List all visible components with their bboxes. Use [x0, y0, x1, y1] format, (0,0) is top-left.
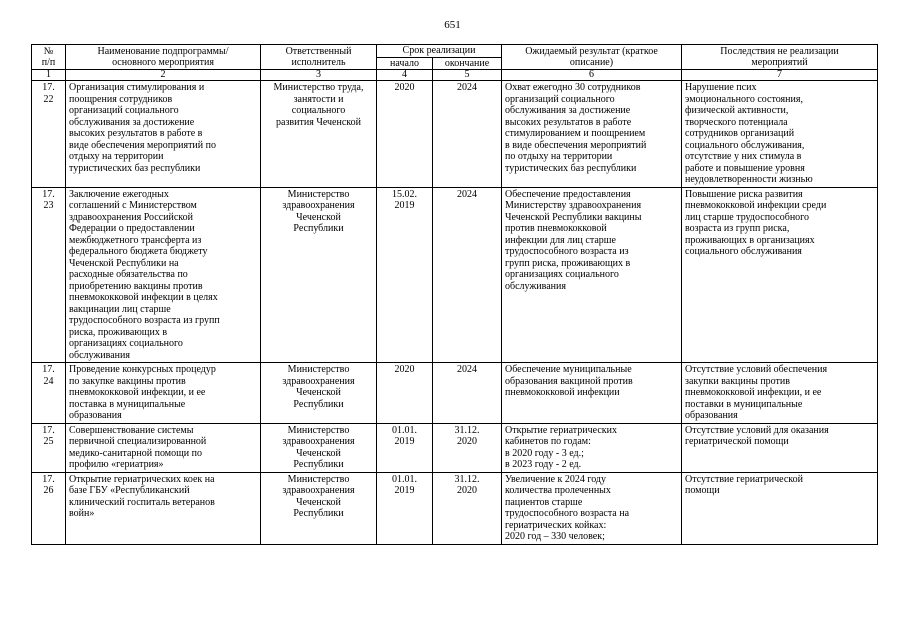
expected-result-line: Увеличение к 2024 году [505, 473, 607, 485]
expected-result-line: Обеспечение предоставления [505, 188, 631, 200]
executor-line: Министерство труда, [273, 82, 364, 93]
executor-line: развития Чеченской [276, 116, 361, 128]
measure-name-line: обслуживания за достижение [69, 116, 195, 128]
measure-name-line: базе ГБУ «Республиканский [69, 485, 190, 496]
expected-result-cell [502, 472, 682, 544]
executor-line: Чеченской [296, 496, 341, 508]
measure-name-line: поощрения сотрудников [69, 93, 173, 105]
row-number-cell [32, 363, 66, 424]
expected-result-line: трудоспособного возраста из [505, 246, 629, 257]
expected-result-cell [502, 363, 682, 424]
row-number-line: 17. [42, 364, 55, 375]
consequence-line: социального обслуживания, [685, 139, 805, 151]
expected-result-line: организациях социального [505, 269, 619, 280]
page-number: 651 [444, 19, 461, 31]
measure-name-line: войн» [69, 508, 95, 519]
header-executor: Ответственный исполнитель [261, 45, 377, 70]
consequence-line: отсутствие у них стимула в [685, 151, 802, 162]
measure-name-line: туристических баз республики [69, 162, 201, 174]
executor-line: социального [291, 105, 346, 116]
end-date-line: 31.12. [454, 473, 480, 485]
measure-name-line: Федерации о предоставлении [69, 223, 195, 234]
measure-name-line: Совершенствование системы [69, 424, 194, 436]
column-number: 1 [32, 70, 66, 81]
measure-name-line: федерального бюджета бюджету [69, 246, 208, 257]
measure-name-line: Открытие гериатрических коек на [69, 473, 215, 485]
consequence-line: творческого потенциала [685, 116, 788, 128]
table-row [32, 423, 878, 472]
measure-name-line: поставка в муниципальные [69, 398, 186, 410]
table-row [32, 363, 878, 424]
executor-line: Чеченской [296, 211, 341, 223]
start-date-line: 2019 [394, 436, 415, 447]
executor-line: Министерство [287, 424, 350, 436]
consequence-cell [682, 472, 878, 544]
consequence-line: физической активности, [685, 105, 789, 116]
measure-name-line: отдыху на территории [69, 151, 164, 162]
start-date-cell [377, 187, 433, 363]
expected-result-cell [502, 423, 682, 472]
measure-name-line: высоких результатов в работе в [69, 128, 203, 139]
executor-line: Министерство [287, 188, 350, 200]
measure-name-line: первичной специализированной [69, 436, 207, 447]
measure-name-cell [66, 423, 261, 472]
measure-name-line: трудоспособного возраста из групп [69, 315, 220, 326]
start-date-line: 2019 [394, 200, 415, 211]
executor-cell [261, 81, 377, 188]
measure-name-line: образования [69, 410, 122, 421]
expected-result-line: по отдыху на территории [505, 151, 613, 162]
end-date-cell [433, 187, 502, 363]
expected-result-line: обслуживания [505, 280, 566, 292]
expected-result-line: образования вакциной против [505, 375, 633, 387]
measure-name-line: вакцинации лиц старше [69, 303, 171, 315]
measure-name-line: Организация стимулирования и [69, 82, 205, 93]
expected-result-line: в виде обеспечения мероприятий [505, 139, 647, 151]
table-row [32, 187, 878, 363]
expected-result-cell [502, 187, 682, 363]
expected-result-line: организаций социального [505, 93, 615, 105]
row-number-cell [32, 81, 66, 188]
consequence-line: пневмококковой инфекции, и ее [685, 387, 822, 398]
measure-name-line: медико-санитарной помощи по [69, 447, 202, 459]
row-number-line: 23 [43, 200, 54, 211]
column-number: 7 [682, 70, 878, 81]
expected-result-line: туристических баз республики [505, 162, 637, 174]
end-date-cell [433, 363, 502, 424]
executor-line: занятости и [293, 93, 344, 105]
expected-result-line: пневмококковой инфекции [505, 387, 620, 398]
consequence-line: эмоционального состояния, [685, 93, 803, 105]
consequence-cell [682, 187, 878, 363]
consequence-line: пневмококковой инфекции среди [685, 200, 827, 211]
measure-name-line: организациях социального [69, 338, 183, 349]
measure-name-line: соглашений с Министерством [69, 200, 197, 211]
measure-name-cell [66, 81, 261, 188]
measure-name-line: профилю «гериатрия» [69, 459, 164, 470]
consequence-cell [682, 423, 878, 472]
row-number-line: 22 [43, 93, 54, 105]
column-number: 3 [261, 70, 377, 81]
row-number-line: 17. [42, 424, 55, 436]
measure-name-line: приобретению вакцины против [69, 280, 203, 292]
header-result: Ожидаемый результат (краткое описание) [502, 45, 682, 70]
executor-cell [261, 423, 377, 472]
measure-name-line: Проведение конкурсных процедур [69, 364, 216, 375]
consequence-line: социального обслуживания [685, 246, 802, 257]
column-number: 2 [66, 70, 261, 81]
table-row [32, 472, 878, 544]
header-end: окончание [433, 57, 502, 70]
executor-line: Чеченской [296, 387, 341, 398]
expected-result-line: трудоспособного возраста на [505, 508, 630, 519]
row-number-cell [32, 472, 66, 544]
expected-result-line: в 2023 году - 2 ед. [505, 459, 582, 470]
expected-result-line: стимулированием и поощрением [505, 128, 646, 139]
end-date-cell [433, 472, 502, 544]
column-number: 6 [502, 70, 682, 81]
end-date-line: 2024 [457, 188, 477, 200]
end-date-line: 2020 [457, 436, 477, 447]
expected-result-line: пациентов старше [505, 496, 583, 508]
measure-name-line: виде обеспечения мероприятий по [69, 139, 216, 151]
header-num: № п/п [32, 45, 66, 70]
end-date-line: 2024 [457, 364, 477, 375]
consequence-line: проживающих в организациях [685, 234, 815, 246]
measure-name-line: Чеченской Республики на [69, 257, 179, 269]
consequence-line: Нарушение псих [685, 82, 757, 93]
row-number-line: 17. [42, 82, 55, 93]
column-number: 4 [377, 70, 433, 81]
executor-line: Республики [293, 459, 344, 470]
start-date-line: 15.02. [392, 188, 417, 200]
expected-result-line: групп риска, проживающих в [505, 257, 631, 269]
end-date-line: 2024 [457, 82, 477, 93]
row-number-line: 25 [43, 436, 54, 447]
measure-name-line: здравоохранения Российской [69, 211, 194, 223]
start-date-cell [377, 81, 433, 188]
expected-result-line: высоких результатов в работе [505, 116, 632, 128]
measure-name-cell [66, 187, 261, 363]
consequence-line: неудовлетворенности жизнью [685, 174, 813, 185]
measure-name-line: пневмококковой инфекции, и ее [69, 387, 206, 398]
consequence-line: закупки вакцины против [685, 375, 790, 387]
executor-line: Министерство [287, 364, 350, 375]
expected-result-line: Министерству здравоохранения [505, 200, 642, 211]
measure-name-line: пневмококковой инфекции в целях [69, 292, 218, 303]
header-term: Срок реализации [377, 45, 502, 58]
executor-cell [261, 363, 377, 424]
consequence-line: Отсутствие условий для оказания [685, 424, 829, 436]
expected-result-line: Охват ежегодно 30 сотрудников [505, 82, 641, 93]
consequence-line: возраста из групп риска, [685, 223, 790, 234]
start-date-line: 2020 [394, 364, 415, 375]
measure-name-line: организаций социального [69, 105, 179, 116]
expected-result-line: гериатрических койках: [505, 519, 607, 531]
consequence-line: Отсутствие гериатрической [685, 473, 803, 485]
header-name: Наименование подпрограммы/ основного мероприятия [66, 45, 261, 70]
expected-result-line: Обеспечение муниципальные [505, 364, 632, 375]
consequence-cell [682, 81, 878, 188]
header-start: начало [377, 57, 433, 70]
expected-result-line: количества пролеченных [505, 485, 611, 496]
executor-line: Республики [293, 508, 344, 519]
consequence-line: лиц старше трудоспособного [685, 211, 810, 223]
expected-result-line: Открытие гериатрических [505, 424, 617, 436]
measure-name-line: обслуживания [69, 349, 130, 361]
consequence-line: сотрудников организаций [685, 128, 795, 139]
executor-line: Министерство [287, 473, 350, 485]
executor-line: Республики [293, 398, 344, 410]
column-numbers-row [32, 70, 878, 81]
executor-line: Республики [293, 223, 344, 234]
row-number-line: 17. [42, 473, 55, 485]
row-number-line: 17. [42, 188, 55, 200]
expected-result-line: против пневмококковой [505, 223, 607, 234]
executor-cell [261, 472, 377, 544]
row-number-cell [32, 187, 66, 363]
executor-cell [261, 187, 377, 363]
executor-line: здравоохранения [282, 436, 355, 447]
measure-name-line: межбюджетного трансферта из [69, 234, 202, 246]
expected-result-line: в 2020 году - 3 ед.; [505, 447, 584, 459]
measure-name-line: Заключение ежегодных [69, 188, 169, 200]
executor-line: Чеченской [296, 447, 341, 459]
header-consequence: Последствия не реализации мероприятий [682, 45, 878, 70]
measure-name-line: клинический госпиталь ветеранов [69, 496, 215, 508]
expected-result-line: инфекции для лиц старше [505, 234, 616, 246]
expected-result-line: кабинетов по годам: [505, 436, 591, 447]
row-number-cell [32, 423, 66, 472]
start-date-cell [377, 472, 433, 544]
expected-result-cell [502, 81, 682, 188]
consequence-line: Повышение риска развития [685, 188, 803, 200]
table-header [32, 45, 878, 81]
start-date-cell [377, 363, 433, 424]
executor-line: здравоохранения [282, 375, 355, 387]
expected-result-line: 2020 год – 330 человек; [505, 531, 605, 542]
expected-result-line: обслуживания за достижение [505, 105, 631, 116]
executor-line: здравоохранения [282, 485, 355, 496]
start-date-line: 01.01. [392, 473, 417, 485]
consequence-line: Отсутствие условий обеспечения [685, 364, 828, 375]
end-date-cell [433, 423, 502, 472]
row-number-line: 26 [43, 485, 54, 496]
end-date-cell [433, 81, 502, 188]
measure-name-cell [66, 472, 261, 544]
end-date-line: 31.12. [454, 424, 480, 436]
consequence-line: гериатрической помощи [685, 436, 789, 447]
start-date-cell [377, 423, 433, 472]
table-row [32, 81, 878, 188]
measure-name-line: по закупке вакцины против [69, 375, 186, 387]
consequence-line: поставки в муниципальные [685, 398, 803, 410]
start-date-line: 2019 [394, 485, 415, 496]
consequence-line: образования [685, 410, 738, 421]
start-date-line: 01.01. [392, 424, 417, 436]
executor-line: здравоохранения [282, 200, 355, 211]
end-date-line: 2020 [457, 485, 477, 496]
measures-table [31, 44, 878, 545]
start-date-line: 2020 [394, 82, 415, 93]
expected-result-line: Чеченской Республики вакцины [505, 211, 642, 223]
measure-name-line: расходные обязательства по [69, 269, 188, 280]
column-number: 5 [433, 70, 502, 81]
measure-name-line: риска, проживающих в [69, 326, 168, 338]
consequence-cell [682, 363, 878, 424]
measure-name-cell [66, 363, 261, 424]
consequence-line: помощи [685, 485, 720, 496]
row-number-line: 24 [43, 375, 54, 387]
consequence-line: работе и повышение уровня [685, 162, 805, 174]
